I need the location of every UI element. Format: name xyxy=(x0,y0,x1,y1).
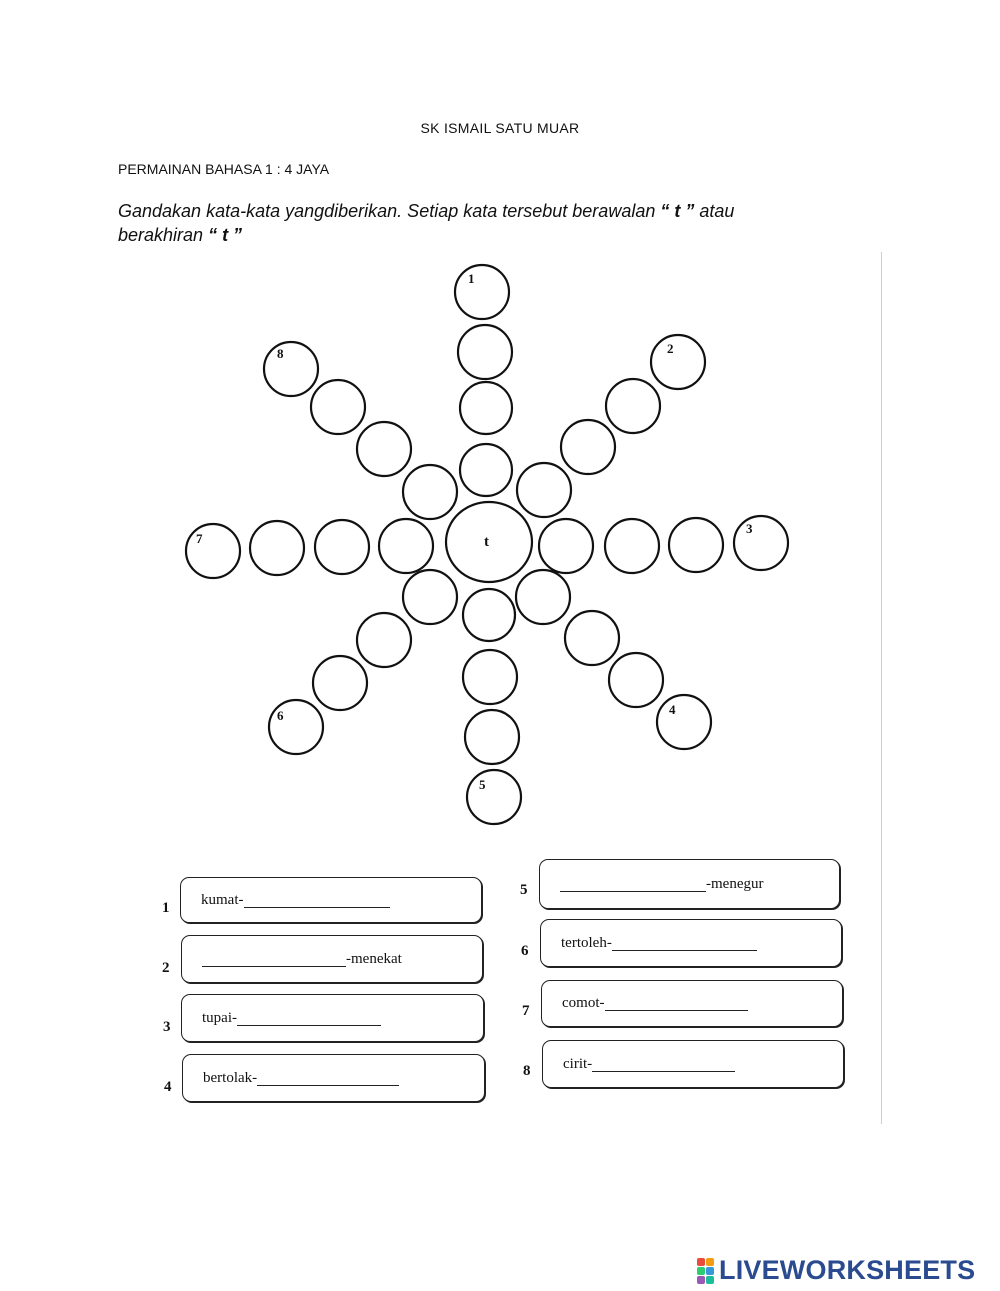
liveworksheets-logo-icon xyxy=(697,1258,714,1284)
answer-blank[interactable] xyxy=(257,1071,399,1086)
question-number: 6 xyxy=(521,943,529,959)
instruction-quote-2: “ t ” xyxy=(208,225,243,245)
ray-7-circle-3 xyxy=(250,521,304,575)
logo-tile xyxy=(706,1276,714,1284)
ray-8-circle-3 xyxy=(311,380,365,434)
ray-2-circle-3 xyxy=(606,379,660,433)
question-number: 8 xyxy=(523,1063,531,1079)
ray-4-circle-3 xyxy=(609,653,663,707)
ray-8-end-circle xyxy=(264,342,318,396)
answer-box[interactable] xyxy=(540,919,842,967)
ray-7-circle-2 xyxy=(315,520,369,574)
ray-number-5: 5 xyxy=(479,777,486,792)
question-number: 7 xyxy=(522,1003,530,1019)
ray-3-end-circle xyxy=(734,516,788,570)
logo-tile xyxy=(697,1258,705,1266)
ray-3-circle-2 xyxy=(605,519,659,573)
ray-3-circle-3 xyxy=(669,518,723,572)
question-number: 1 xyxy=(162,900,170,916)
ray-2-circle-2 xyxy=(561,420,615,474)
ray-1-circle-1 xyxy=(460,444,512,496)
ray-number-8: 8 xyxy=(277,346,284,361)
ray-7-end-circle xyxy=(186,524,240,578)
question-number: 3 xyxy=(163,1019,171,1035)
word-prompt: -menekat xyxy=(346,950,402,967)
answer-blank[interactable] xyxy=(244,893,390,908)
ray-2-circle-1 xyxy=(517,463,571,517)
question-number: 4 xyxy=(164,1079,172,1095)
liveworksheets-brand xyxy=(697,1255,975,1286)
word-prompt: cirit- xyxy=(563,1055,593,1072)
answer-blank[interactable] xyxy=(560,877,706,892)
ray-1-circle-2 xyxy=(460,382,512,434)
ray-number-2: 2 xyxy=(667,341,674,356)
answer-box[interactable] xyxy=(182,1054,485,1102)
answer-blank[interactable] xyxy=(612,936,757,951)
word-prompt: -menegur xyxy=(706,875,764,892)
ray-8-circle-2 xyxy=(357,422,411,476)
school-name: SK ISMAIL SATU MUAR xyxy=(420,120,580,136)
ray-number-3: 3 xyxy=(746,521,753,536)
ray-5-circle-1 xyxy=(463,589,515,641)
center-letter: t xyxy=(484,534,489,550)
ray-6-circle-2 xyxy=(357,613,411,667)
ray-5-circle-3 xyxy=(465,710,519,764)
logo-tile xyxy=(697,1267,705,1275)
ray-4-circle-2 xyxy=(565,611,619,665)
ray-2-end-circle xyxy=(651,335,705,389)
game-title: PERMAINAN BAHASA 1 : 4 JAYA xyxy=(118,161,330,177)
word-prompt: comot- xyxy=(562,995,605,1011)
word-prompt: tertoleh- xyxy=(561,934,612,951)
answer-box[interactable] xyxy=(541,980,843,1027)
ray-number-1: 1 xyxy=(468,271,475,286)
word-prompt: bertolak- xyxy=(203,1069,258,1086)
answer-box[interactable] xyxy=(539,859,840,909)
answer-blank[interactable] xyxy=(605,996,748,1011)
brand-name: LIVEWORKSHEETS xyxy=(719,1255,976,1285)
ray-5-circle-2 xyxy=(463,650,517,704)
ray-number-7: 7 xyxy=(196,531,203,546)
answer-box[interactable] xyxy=(181,935,483,983)
answer-box[interactable] xyxy=(180,877,482,923)
ray-7-circle-1 xyxy=(379,519,433,573)
answer-box[interactable] xyxy=(181,994,484,1042)
answer-box[interactable] xyxy=(542,1040,844,1088)
center-circle xyxy=(446,502,532,582)
question-number: 2 xyxy=(162,960,170,976)
ray-6-circle-3 xyxy=(313,656,367,710)
ray-3-circle-1 xyxy=(539,519,593,573)
word-prompt: tupai- xyxy=(202,1009,237,1026)
word-prompt: kumat- xyxy=(201,891,244,908)
ray-5-end-circle xyxy=(467,770,521,824)
ray-4-circle-1 xyxy=(516,570,570,624)
ray-8-circle-1 xyxy=(403,465,457,519)
answer-blank[interactable] xyxy=(237,1011,381,1026)
ray-number-4: 4 xyxy=(669,702,676,717)
ray-1-end-circle xyxy=(455,265,509,319)
instruction-part-2: atau berakhiran xyxy=(118,201,735,245)
logo-tile xyxy=(697,1276,705,1284)
instruction-part-1: Gandakan kata-kata yangdiberikan. Setiap kata tersebut berawalan xyxy=(118,201,661,221)
answer-blank[interactable] xyxy=(592,1057,735,1072)
answer-blank[interactable] xyxy=(202,952,346,967)
logo-tile xyxy=(706,1258,714,1266)
ray-6-circle-1 xyxy=(403,570,457,624)
ray-1-circle-3 xyxy=(458,325,512,379)
ray-number-6: 6 xyxy=(277,708,284,723)
question-number: 5 xyxy=(520,882,528,898)
ray-4-end-circle xyxy=(657,695,711,749)
logo-tile xyxy=(706,1267,714,1275)
instruction-quote-1: “ t ” xyxy=(660,201,695,221)
